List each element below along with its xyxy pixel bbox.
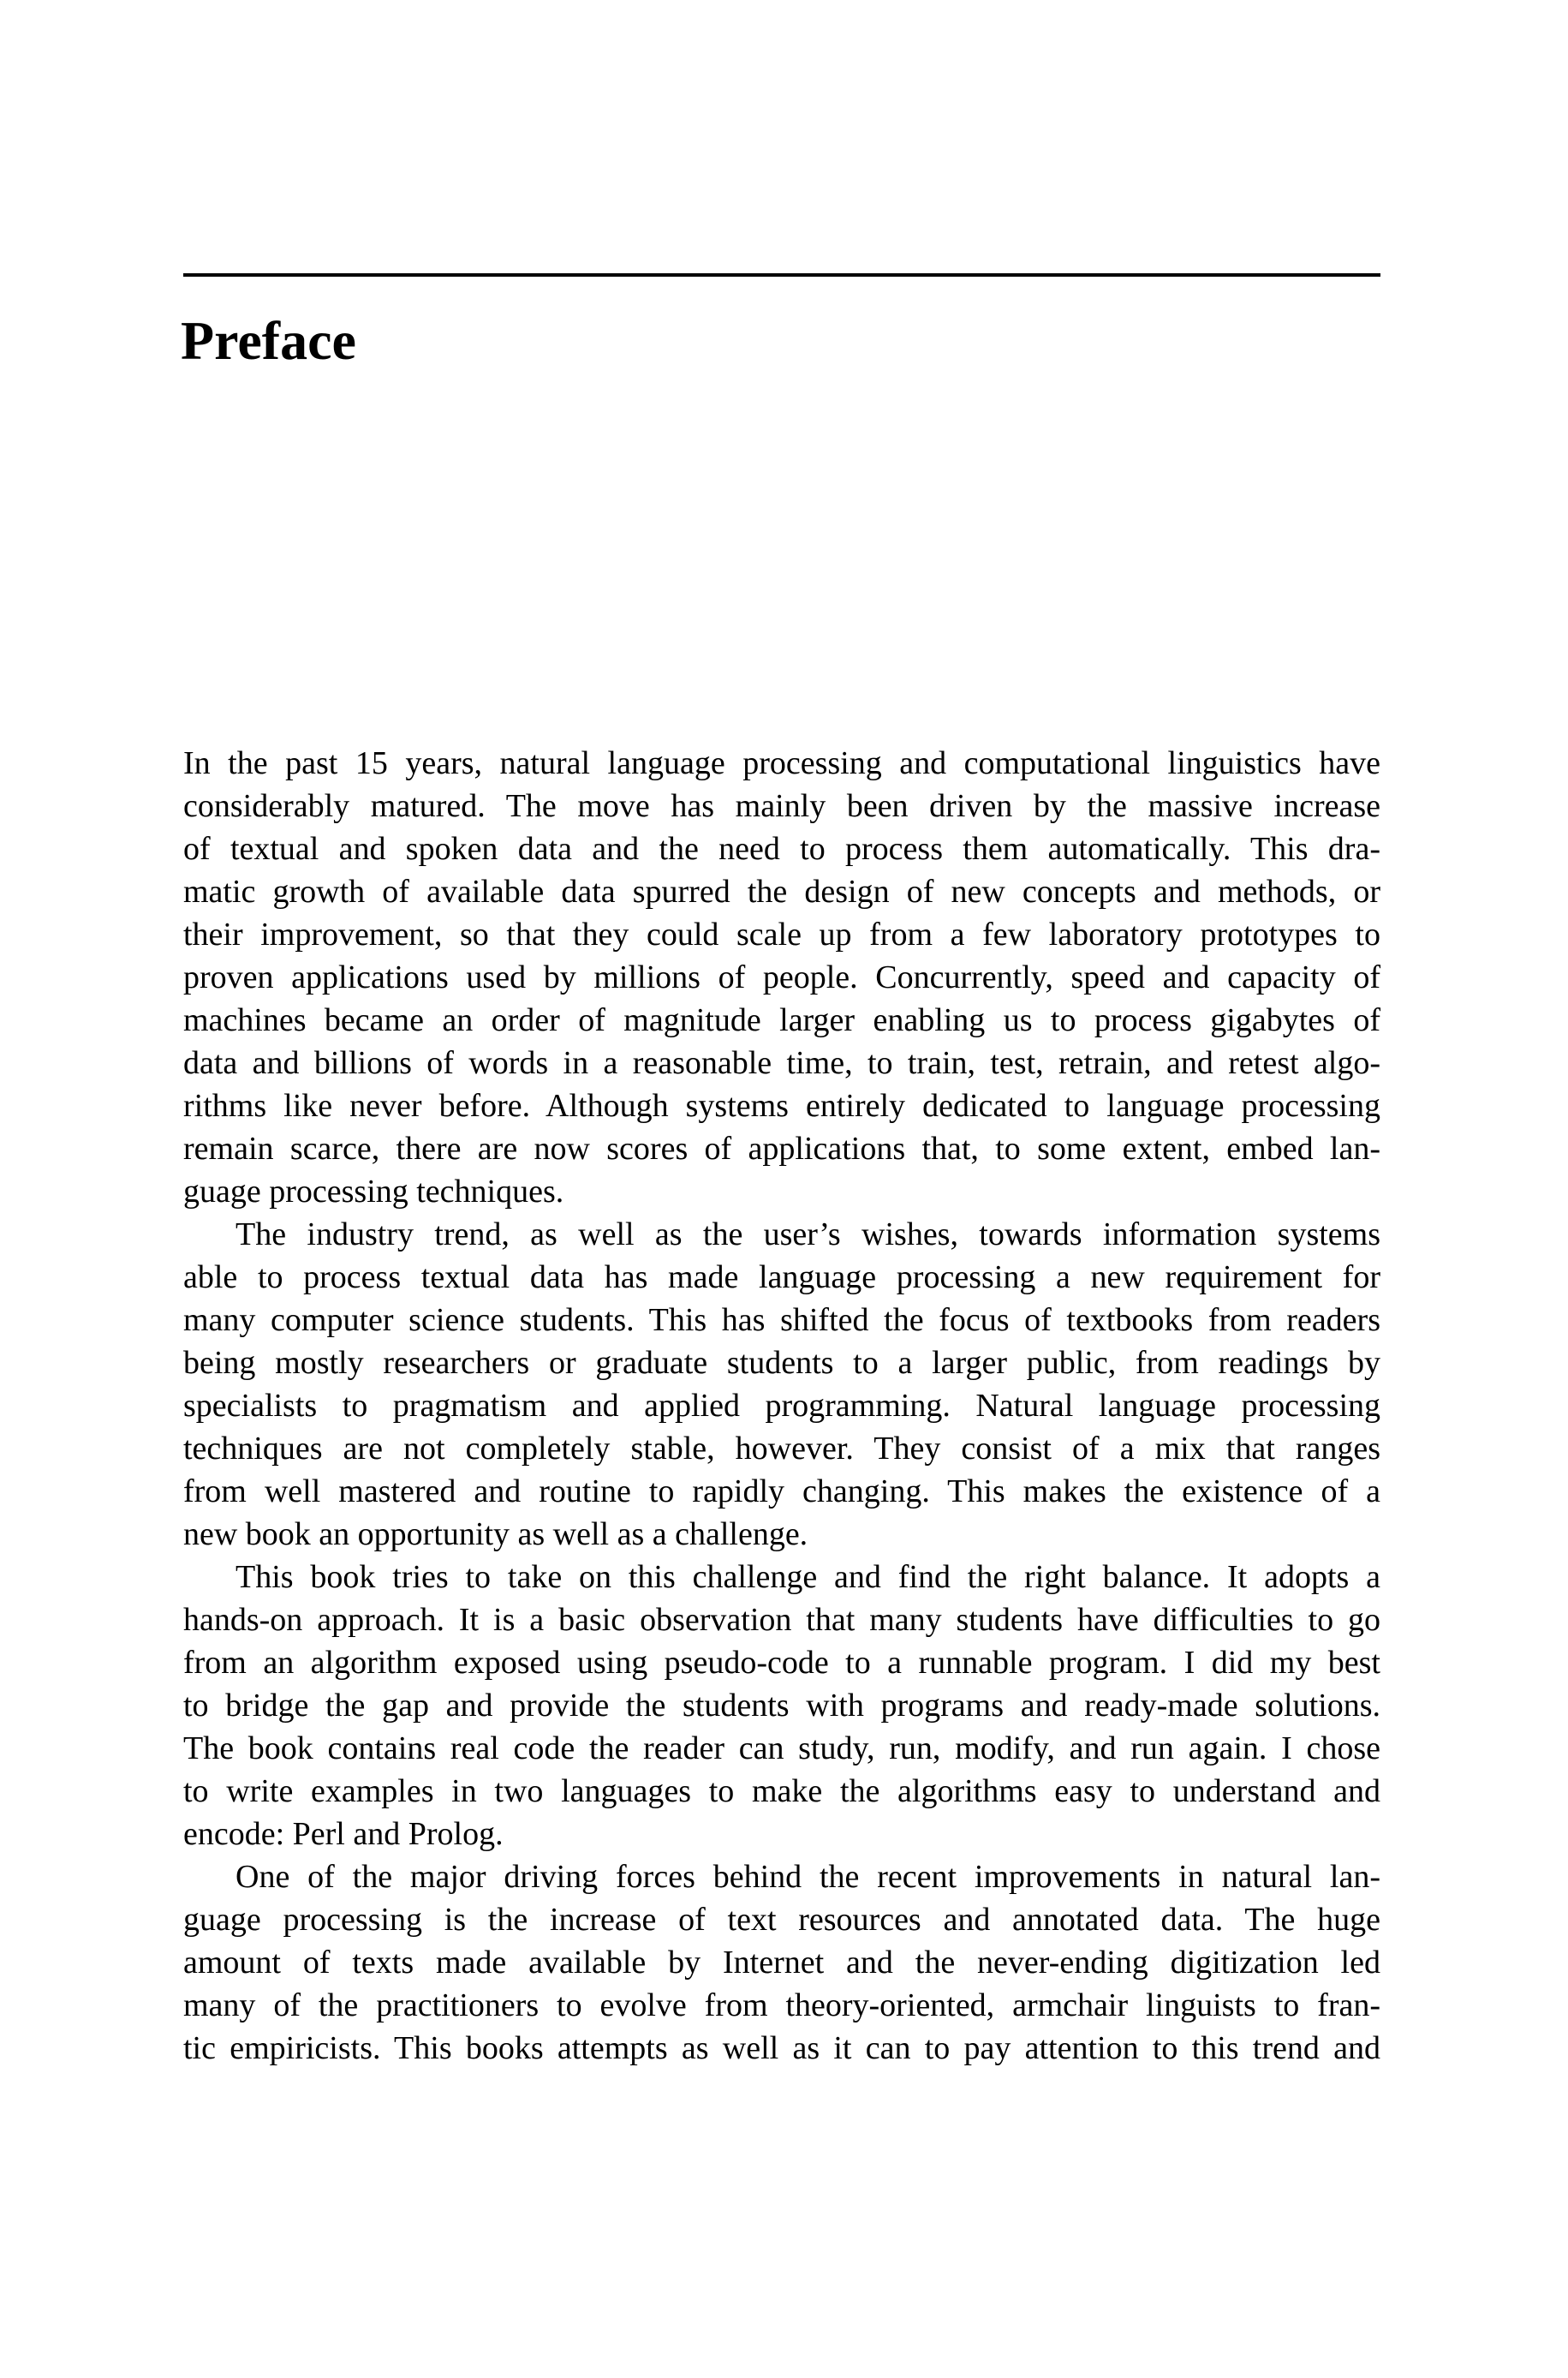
paragraph <box>183 1855 1380 2070</box>
text-line: encode: Perl and Prolog. <box>183 1816 504 1852</box>
text-line: techniques are not completely stable, however. They consist of a mix that ranges <box>183 1431 1380 1467</box>
text-line: able to process textual data has made language processing a new requirement for <box>183 1259 1380 1295</box>
text-line: The industry trend, as well as the user’s wishes, towards information systems <box>235 1216 1380 1252</box>
text-line: The book contains real code the reader can study, run, modify, and run again. I chose <box>183 1730 1380 1766</box>
text-line: being mostly researchers or graduate students to a larger public, from readings by <box>183 1345 1380 1381</box>
paragraph <box>183 1556 1380 1855</box>
text-line: proven applications used by millions of people. Concurrently, speed and capacity of <box>183 959 1380 995</box>
text-line: machines became an order of magnitude larger enabling us to process gigabytes of <box>183 1002 1380 1038</box>
text-line: considerably matured. The move has mainly been driven by the massive increase <box>183 788 1380 824</box>
text-line: to bridge the gap and provide the students with programs and ready-made solutions. <box>183 1688 1380 1724</box>
text-line: remain scarce, there are now scores of applications that, to some extent, embed lan- <box>183 1131 1380 1167</box>
text-line: One of the major driving forces behind the recent improvements in natural lan- <box>235 1859 1380 1895</box>
text-line: of textual and spoken data and the need to process them automatically. This dra- <box>183 831 1380 867</box>
text-line: many computer science students. This has shifted the focus of textbooks from readers <box>183 1302 1380 1338</box>
paragraph <box>183 1213 1380 1556</box>
paragraph <box>183 742 1380 1213</box>
text-line: data and billions of words in a reasonable time, to train, test, retrain, and retest algo- <box>183 1045 1380 1081</box>
text-line: hands-on approach. It is a basic observation that many students have difficulties to go <box>183 1602 1380 1638</box>
text-line: from well mastered and routine to rapidly changing. This makes the existence of a <box>183 1473 1380 1509</box>
chapter-title: Preface <box>181 310 356 371</box>
text-line: specialists to pragmatism and applied programming. Natural language processing <box>183 1388 1380 1424</box>
text-line: rithms like never before. Although systems entirely dedicated to language processing <box>183 1088 1380 1124</box>
text-line: This book tries to take on this challenge and find the right balance. It adopts a <box>235 1559 1380 1595</box>
text-line: to write examples in two languages to make the algorithms easy to understand and <box>183 1773 1380 1809</box>
text-line: from an algorithm exposed using pseudo-code to a runnable program. I did my best <box>183 1645 1380 1681</box>
text-line: amount of texts made available by Internet and the never-ending digitization led <box>183 1945 1380 1981</box>
text-line: many of the practitioners to evolve from theory-oriented, armchair linguists to fran- <box>183 1987 1380 2023</box>
text-line: new book an opportunity as well as a challenge. <box>183 1516 808 1552</box>
text-line: guage processing techniques. <box>183 1174 564 1210</box>
text-line: In the past 15 years, natural language processing and computational linguistics have <box>183 745 1380 781</box>
text-line: tic empiricists. This books attempts as well as it can to pay attention to this trend and <box>183 2030 1380 2066</box>
preface-body <box>183 742 1380 2070</box>
text-line: matic growth of available data spurred the design of new concepts and methods, or <box>183 874 1380 910</box>
text-line: their improvement, so that they could scale up from a few laboratory prototypes to <box>183 917 1380 953</box>
section-divider-rule <box>183 273 1380 277</box>
text-line: guage processing is the increase of text resources and annotated data. The huge <box>183 1902 1380 1938</box>
